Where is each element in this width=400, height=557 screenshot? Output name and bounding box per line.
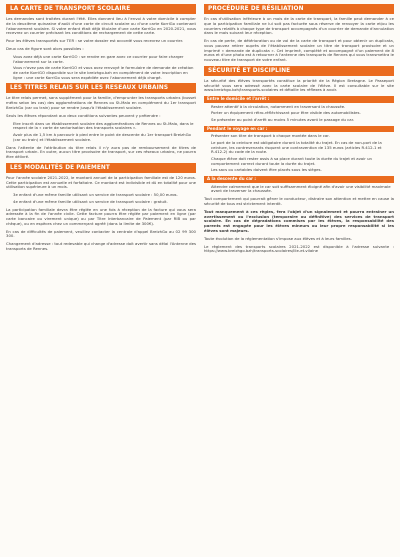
list-item: • Vous avez déjà une carte KorriGO : se rendre en gare avec ce courrier pour faire charger l'abonnement sur la carte.	[13, 55, 196, 65]
modalites-paragraph-2: La participation familiale devra être réglée en une fois à réception de la facture qui vous sera adressée à la fin de l'année civile. Cette facture pourra être réglée par paiement en ligne (par carte bancaire ou virement unique) ou par Titre Interbancaire de Paiement (par RIB ou par chèque), ou en espèces chez un commerçant agréé (dans la limite de 300€).	[6, 206, 196, 226]
securite-paragraph-2: Tout comportement qui pourrait gêner le conducteur, distraire son attention et mettre en cause la sécurité de tous est strictement interdit.	[204, 196, 394, 207]
titres-paragraph-1: Le titre relais permet, sans supplément pour la famille, d'emprunter les transports urbains (busset métro selon les cas) des agglomérations de Rennes ou St-Malo en complément du 1er transport BreizhGo (car ou train) pour se rendre jusqu'à l'établissement scolaire.	[6, 95, 196, 110]
resiliation-paragraph-2: En cas de perte, de détérioration ou de vol de la carte de transport et pour obtenir un duplicata, vous pouvez retirer auprès de l'établissement scolaire un titre de transport provisoire et un imprimé « demande de duplicata ». Cet imprimé, complété et accompagné d'un paiement de 8 euros et d'une photo est à retourner à l'antenne des transports de Rennes qui vous transmettra le nouveau titre de transport de votre enfant.	[204, 38, 394, 63]
list-item: • Les sacs ou cartables doivent être placés sous les sièges.	[211, 168, 394, 173]
titres-paragraph-2: Seuls les élèves répondant aux deux conditions suivantes peuvent y prétendre :	[6, 112, 161, 118]
titres-paragraph-3: Dans l'attente de l'attribution du titre relais il n'y aura pas de remboursement de titres de transport urbain. En outre, aucun titre provisoire de transport, sur ces réseaux urbains, ne pourra être délivré.	[6, 144, 196, 159]
carte-paragraph-3: Deux cas de figure sont alors possibles :	[6, 45, 84, 51]
list-item: • Chaque élève doit rester assis à sa place durant toute la durée du trajet et avoir un comportement correct durant toute la durée du trajet.	[211, 157, 394, 167]
list-item: • 3e enfant d'une même famille utilisant un service de transport scolaire : 50,00 euros.	[13, 193, 196, 198]
modalites-paragraph-1: Pour l'année scolaire 2021-2022, le montant annuel de la participation familiale est de 120 euros. Cette participation est annuelle et forfaitaire. Ce montant est indivisible et dû en totalité pour une utilisation supérieure à un mois.	[6, 174, 196, 190]
list-item: • Porter un équipement rétro-réfléchissant pour être visible des automobilistes.	[211, 111, 394, 116]
titres-list	[6, 122, 196, 143]
subheader-descente: A la descente du car :	[204, 176, 394, 182]
left-column	[6, 4, 196, 553]
section-header-modalites: LES MODALITÉS DE PAIEMENT	[6, 163, 196, 173]
list-item: • Le port de la ceinture est obligatoire durant la totalité du trajet. En cas de non-port de la ceinture, les contrevenants risquent une contravention de 135 euros (articles R.412-1 et R.412-2) du code de la route.	[211, 141, 394, 155]
list-item: • Etre inscrit dans un établissement scolaire des agglomérations de Rennes ou St-Malo, dans le respect de la « carte de sectorisation des transports scolaires ».	[13, 122, 196, 132]
securite-paragraph-1: La sécurité des élèves transportés constitue la priorité de la Région Bretagne. Le Passeport sécurité vous sera adressé avec la carte scolaire de l'élève. Il est consultable sur le site www.breizhgo.bzh/transports-scolaires et détaille les réflexes à avoir.	[204, 77, 394, 93]
list-item: • Rester attentif à la circulation, notamment en traversant la chaussée.	[211, 105, 394, 110]
list-item: • Présenter son titre de transport à chaque montée dans le car.	[211, 134, 394, 139]
descente-list	[204, 185, 394, 195]
modalites-paragraph-3: En cas de difficultés de paiement, veuillez contacter la centrale d'appel BreizhGo au 02 99 300 300.	[6, 228, 196, 239]
section-header-securite: SÉCURITÉ ET DISCIPLINE	[204, 66, 394, 76]
resiliation-paragraph-1: En cas d'utilisation inférieure à un mois de la carte de transport, la famille peut demander à ce que la participation familiale ne lui soit pas facturée sous réserve de renvoyer la carte et/ou les courriers relatifs à chaque type de transport accompagnés d'un courrier de demande d'annulation dans le mois suivant leur réception.	[204, 16, 394, 36]
voyage-list	[204, 134, 394, 173]
section-header-resiliation: PROCÉDURE DE RÉSILIATION	[204, 4, 394, 14]
carte-paragraph-1: Les demandes sont traitées durant l'été. Elles donnent lieu à l'envoi à votre domicile à compter de la deuxième quinzaine d'août d'une carte de circuit scolaire ou d'une carte KorriGo contenant l'abonnement scolaire. Si votre enfant était déjà titulaire d'une carte KorriGo en 2020-2021, vous recevrez un courrier précisant les conditions de rechargement de cette carte.	[6, 16, 196, 36]
list-item: • 4e enfant d'une même famille utilisant un service de transport scolaire : gratuit.	[13, 200, 196, 205]
modalites-paragraph-4: Changement d'adresse : tout redevable qui change d'adresse doit avertir sans délai l'Antenne des transports de Rennes.	[6, 241, 196, 252]
list-item: • Vous n'avez pas de carte KorriGO et vous avez renvoyé le formulaire de demande de création de carte KorriGO disponible sur le site breizhgo.bzh en complément de votre inscription en ligne : une carte KorriGo vous sera expédiée avec l'abonnement déjà chargé.	[13, 66, 196, 80]
right-column	[204, 4, 394, 553]
carte-list	[6, 55, 196, 81]
carte-paragraph-2: Pour les élèves transportés sur TER : se votre dossier est accordé vous recevrez un courrier.	[6, 38, 184, 44]
list-item: • Se présenter au point d'arrêt au moins 5 minutes avant le passage du car.	[211, 118, 394, 123]
modalites-list	[6, 193, 196, 204]
list-item: • Attendre calmement que le car soit suffisamment éloigné afin d'avoir une visibilité maximale avant de traverser la chaussée.	[211, 185, 394, 195]
securite-paragraph-3: Tout manquement à ces règles, fera l'objet d'un signalement et pourra entraîner un avertissement ou l'exclusion (temporaire ou définitive) des services de transport scolaire. En cas de dégradations commises par les élèves, la responsabilité des parents est engagée pour les élèves mineurs ou leur propre responsabilité si les élèves sont majeurs.	[204, 208, 394, 233]
subheader-voyage: Pendant le voyage en car :	[204, 126, 394, 132]
list-item: • Avoir plus de 1,5 km à parcourir à pied entre le point de descente du 1er transport BreizhGo (car ou train) et l'établissement scolaire.	[13, 133, 196, 143]
securite-paragraph-4: Toute évolution de la réglementation s'impose aux élèves et à leurs familles.	[204, 235, 352, 241]
subheader-arret: Entre le domicile et l'arrêt :	[204, 96, 394, 102]
section-header-carte: LA CARTE DE TRANSPORT SCOLAIRE	[6, 4, 196, 14]
securite-paragraph-5: Le règlement des transports scolaires 2021-2022 est disponible à l'adresse suivante : https://www.breizhgo.bzh/transports-scolaires/ille-et-vilaine	[204, 243, 394, 254]
section-header-titres: LES TITRES RELAIS SUR LES RESEAUX URBAINS	[6, 83, 196, 93]
arret-list	[204, 105, 394, 123]
